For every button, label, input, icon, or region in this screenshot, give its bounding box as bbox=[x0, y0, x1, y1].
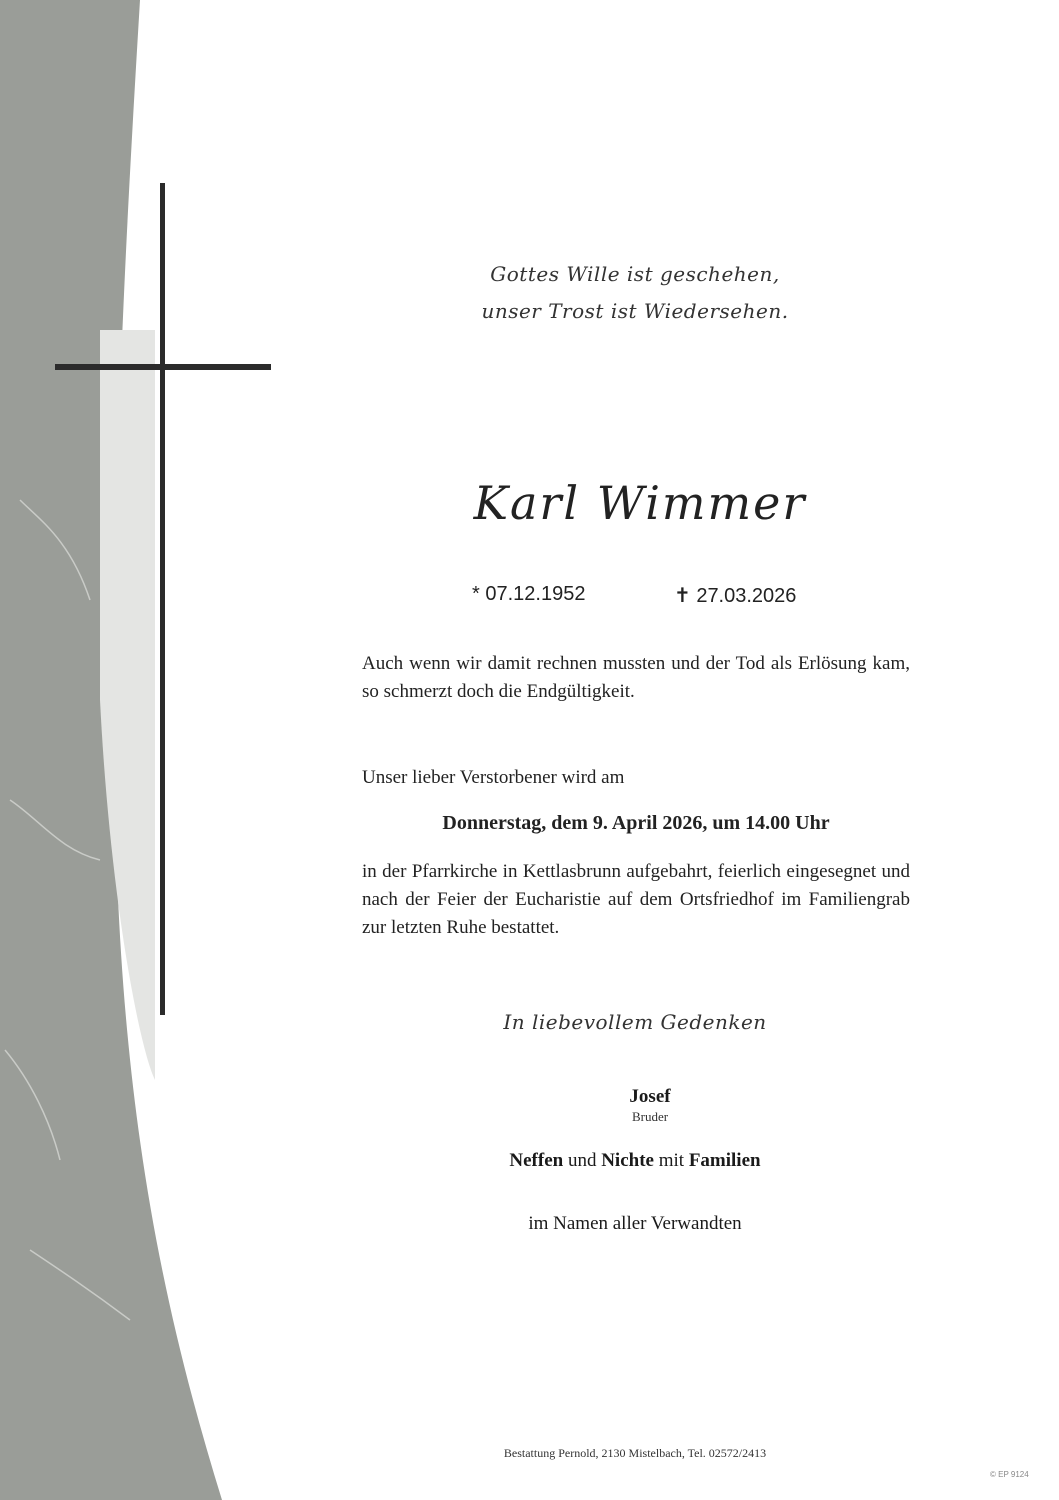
funeral-details: in der Pfarrkirche in Kettlasbrunn aufgebahrt, feierlich eingesegnet und nach der Feier der Eucharistie auf dem Ortsfriedhof im Familiengrab zur letzten Ruhe bestattet. bbox=[362, 861, 910, 938]
marble-decoration bbox=[0, 0, 230, 1500]
death-date: ✝ 27.03.2026 bbox=[674, 585, 797, 607]
undertaker-footer: Bestattung Pernold, 2130 Mistelbach, Tel. 02572/2413 bbox=[503, 1446, 767, 1460]
mourner-name: Josef bbox=[629, 1086, 671, 1107]
cross-horizontal-bar bbox=[55, 364, 271, 370]
family-and: und bbox=[563, 1150, 602, 1171]
family-nephews: Neffen bbox=[509, 1150, 564, 1171]
funeral-date: Donnerstag, dem 9. April 2026, um 14.00 Uhr bbox=[442, 812, 830, 834]
family-families: Familien bbox=[688, 1150, 761, 1171]
birth-date: * 07.12.1952 bbox=[472, 583, 586, 605]
memory-heading: In liebevollem Gedenken bbox=[503, 1010, 767, 1034]
family-line bbox=[440, 1150, 830, 1172]
motto-line-1: Gottes Wille ist geschehen, bbox=[490, 262, 780, 286]
motto-line-2: unser Trost ist Wiedersehen. bbox=[481, 299, 789, 323]
family-niece: Nichte bbox=[601, 1150, 654, 1171]
relatives-line: im Namen aller Verwandten bbox=[528, 1213, 742, 1234]
family-with: mit bbox=[653, 1150, 689, 1171]
intro-paragraph: Auch wenn wir damit rechnen mussten und der Tod als Erlösung kam, so schmerzt doch die Endgültigkeit. bbox=[362, 653, 910, 702]
announcement-line: Unser lieber Verstorbener wird am bbox=[362, 767, 625, 788]
cross-vertical-bar bbox=[160, 183, 165, 1015]
deceased-name: Karl Wimmer bbox=[473, 476, 807, 530]
document-code: © EP 9124 bbox=[990, 1470, 1029, 1479]
mourner-relation: Bruder bbox=[631, 1109, 669, 1124]
